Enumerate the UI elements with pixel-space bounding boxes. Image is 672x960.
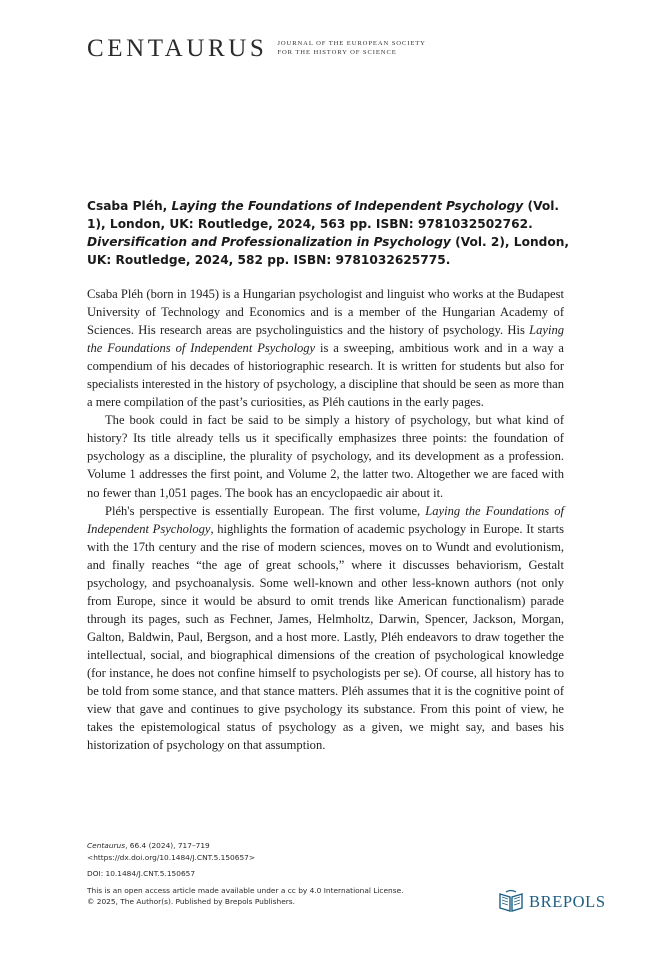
publisher-name: BREPOLS <box>529 892 606 911</box>
paragraph-1-text-b: is a sweeping, ambitious work and in a way a compendium of his decades of historiographic research. It is written for students but also for specialists interested in the history of psychology, a discipline that should be seen as more than a mere compilation of the past’s curiosities, as Pléh cautions in the early pages. <box>87 341 564 410</box>
paragraph-1-text-a: Csaba Pléh (born in 1945) is a Hungarian psychologist and linguist who works at the Budapest University of Technology and Economics and is a member of the Hungarian Academy of Sciences. His research areas are psycholinguistics and the history of psychology. His <box>87 287 564 338</box>
book-title-vol1: Laying the Foundations of Independent Psychology <box>171 199 524 213</box>
journal-subtitle-line2: FOR THE HISTORY OF SCIENCE <box>277 48 397 56</box>
publisher-logo <box>497 889 606 915</box>
doi-url[interactable]: <https://dx.doi.org/10.1484/J.CNT.5.150657> <box>87 852 256 862</box>
citation <box>87 840 507 852</box>
book-title-vol2: Diversification and Professionalization in Psychology <box>87 235 451 249</box>
book-details-vol2: (Vol. 2), London, UK: Routledge, 2024, 582 pp. ISBN: 9781032625775. <box>87 235 570 267</box>
doi-text: DOI: 10.1484/J.CNT.5.150657 <box>87 869 196 879</box>
review-heading <box>87 197 577 269</box>
journal-logo: CENTAURUS <box>87 35 268 62</box>
paragraph-1-book-title: Laying the Foundations of Independent Psychology <box>87 323 564 356</box>
review-body <box>87 285 564 754</box>
paragraph-1 <box>87 285 564 411</box>
article-footer <box>87 840 507 908</box>
journal-subtitle-line1: JOURNAL OF THE EUROPEAN SOCIETY <box>277 40 426 47</box>
journal-header <box>87 36 426 61</box>
paragraph-3-book-title: Laying the Foundations of Independent Psychology <box>87 503 564 536</box>
journal-subtitle <box>277 40 425 57</box>
review-author: Csaba Pléh, <box>87 199 172 213</box>
paragraph-3-text-a: Pléh's perspective is essentially European. The first volume, <box>105 503 426 518</box>
citation-details: , 66.4 (2024), 717–719 <box>125 841 210 850</box>
book-icon <box>497 889 525 915</box>
copyright-text: © 2025, The Author(s). Published by Brepols Publishers. <box>87 897 295 907</box>
book-details-vol1: (Vol. 1), London, UK: Routledge, 2024, 563 pp. ISBN: 9781032502762. <box>87 199 560 231</box>
license-text: This is an open access article made available under a cc by 4.0 International License. <box>87 885 404 895</box>
paragraph-2: The book could in fact be said to be simply a history of psychology, but what kind of history? Its title already tells us it specifically emphasizes three points: the foundation of psychology as a discipline, the plurality of psychology, and its development as a profession. Volume 1 addresses the first point, and Volume 2, the latter two. Altogether we are faced with no fewer than 1,051 pages. The book has an encyclopaedic air about it. <box>87 413 564 500</box>
paragraph-3-text-b: , highlights the formation of academic psychology in Europe. It starts with the 17th century and the rise of modern sciences, moves on to Wundt and evolutionism, and finally reaches “the age of great schools,” where it discusses behaviorism, Gestalt psychology, and psychoanalysis. Some well-known and other less-known authors (not only from Europe, since it would be absurd to omit trends like American functionalism) parade through its pages, such as Fechner, James, Helmholtz, Darwin, Spencer, Jackson, Morgan, Galton, Baldwin, Paul, Bergson, and a host more. Lastly, Pléh endeavors to draw together the intellectual, social, and biographical dimensions of the creation of psychological knowledge (for instance, he does not confine himself to psychologists per se). Of course, all history has to be told from some stance, and that stance matters. Pléh assumes that it is the cognitive point of view that gave and continues to give psychology its substance. From this point of view, he takes the epistemological status of psychology as a given, we might say, and bases his historization of psychology on that assumption. <box>87 521 565 753</box>
paragraph-3 <box>87 502 564 755</box>
citation-journal: Centaurus <box>87 841 126 850</box>
